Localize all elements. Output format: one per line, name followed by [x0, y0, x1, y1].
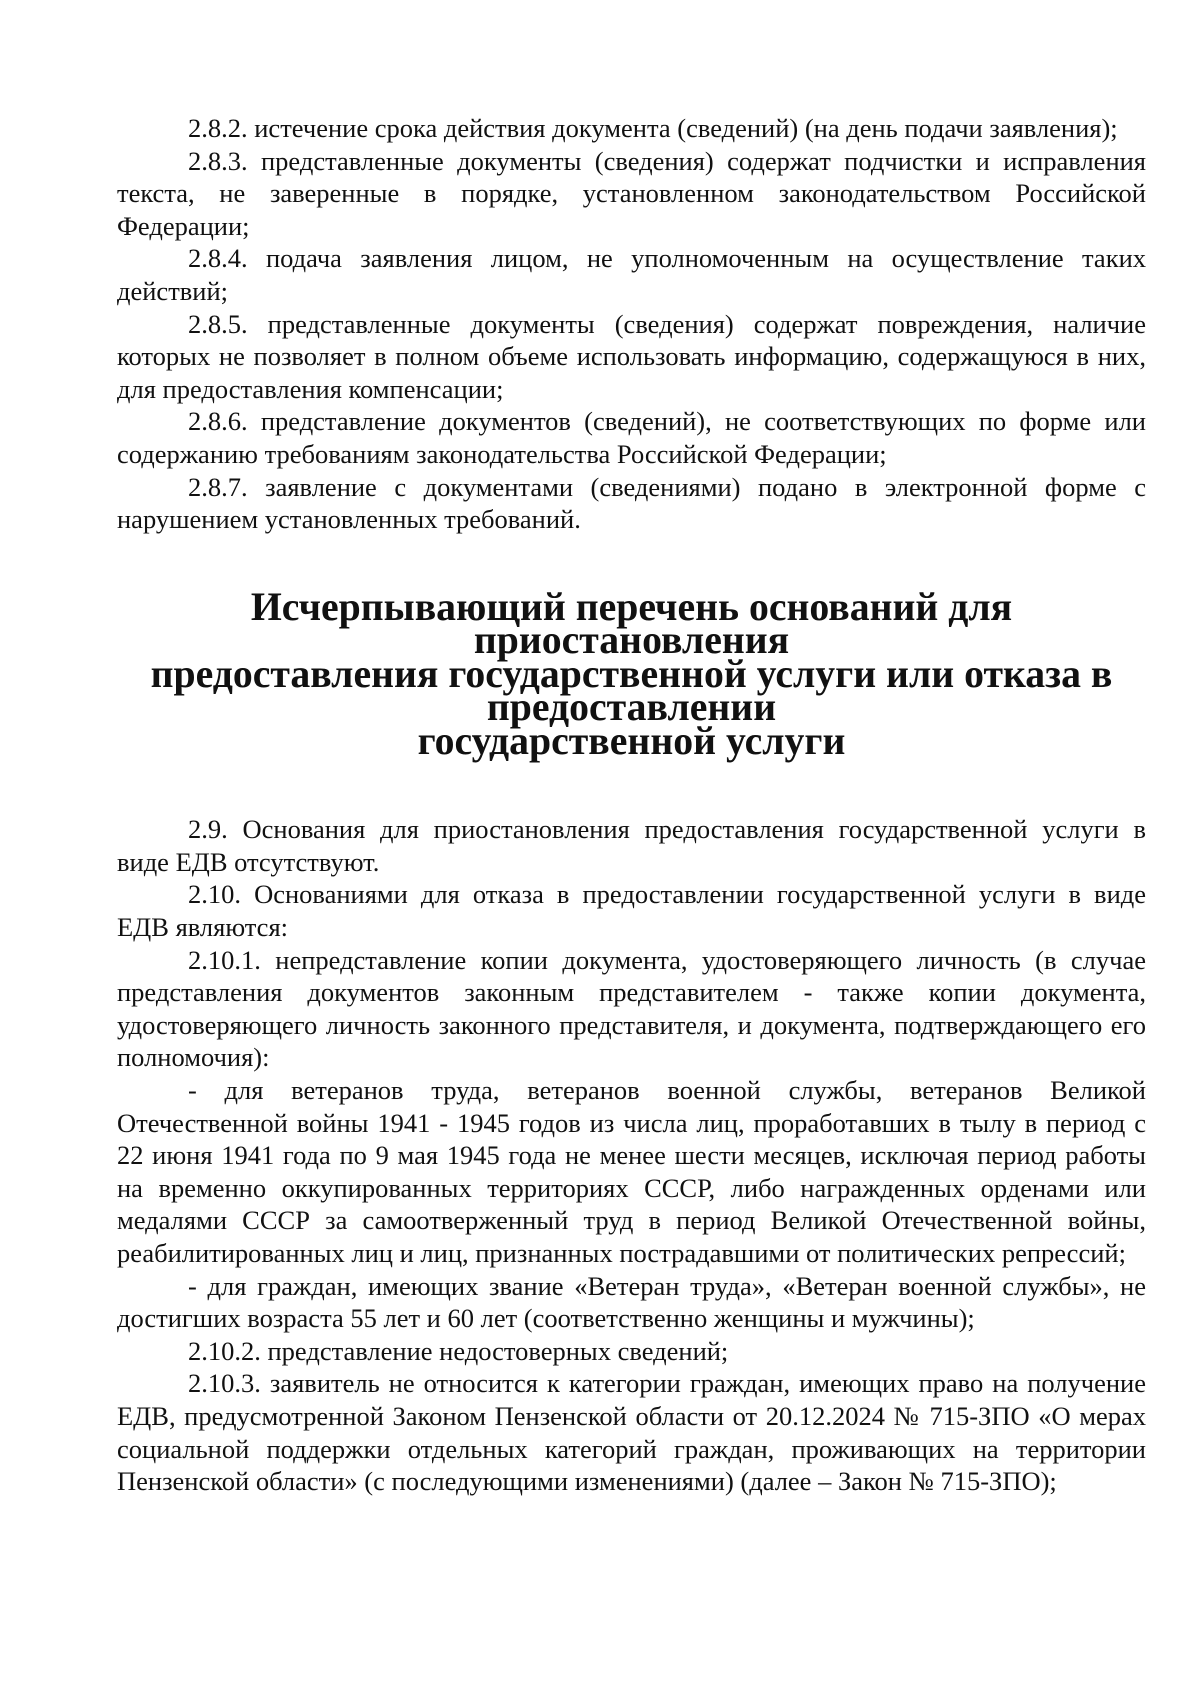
list-item-citizens-titles: - для граждан, имеющих звание «Ветеран труда», «Ветеран военной службы», не достигших возраста 55 лет и 60 лет (соответственно женщины и мужчины); [117, 1270, 1146, 1334]
paragraph-2-10: 2.10. Основаниями для отказа в предоставлении государственной услуги в виде ЕДВ являются: [117, 879, 1146, 942]
paragraph-2-8-7: 2.8.7. заявление с документами (сведениями) подано в электронной форме с нарушением установленных требований. [117, 471, 1146, 535]
section-heading [117, 584, 1146, 763]
paragraph-2-10-2: 2.10.2. представление недостоверных сведений; [188, 1335, 729, 1366]
section-heading-line-1: Исчерпывающий перечень оснований для приостановления [250, 584, 1013, 663]
list-item-veterans: - для ветеранов труда, ветеранов военной службы, ветеранов Великой Отечественной войны 1941 - 1945 годов из числа лиц, проработавших в тылу в период с 22 июня 1941 года по 9 мая 1945 года не менее шести месяцев, исключая период работы на временно оккупированных территориях СССР, либо награжденных орденами или медалями СССР за самоотверженный труд в период Великой Отечественной войны, реабилитированных лиц и лиц, признанных пострадавшими от политических репрессий; [117, 1074, 1146, 1268]
paragraph-2-8-4: 2.8.4. подача заявления лицом, не уполномоченным на осуществление таких действий; [117, 243, 1146, 306]
paragraph-2-10-1: 2.10.1. непредставление копии документа, удостоверяющего личность (в случае представления документов законным представителем - также копии документа, удостоверяющего личность законного представителя, и документа, подтверждающего его полномочия): [117, 944, 1146, 1073]
paragraph-2-8-3: 2.8.3. представленные документы (сведения) содержат подчистки и исправления текста, не заверенные в порядке, установленном законодательством Российской Федерации; [117, 145, 1146, 241]
paragraph-2-10-3: 2.10.3. заявитель не относится к категории граждан, имеющих право на получение ЕДВ, предусмотренной Законом Пензенской области от 20.12.2024 № 715-ЗПО «О мерах социальной поддержки отдельных категорий граждан, проживающих на территории Пензенской области» (с последующими изменениями) (далее – Закон № 715-ЗПО); [117, 1368, 1146, 1497]
section-heading-line-3: государственной услуги [417, 718, 846, 763]
section-heading-line-2: предоставления государственной услуги или отказа в предоставлении [150, 651, 1113, 730]
paragraph-2-8-2: 2.8.2. истечение срока действия документа (сведений) (на день подачи заявления); [188, 113, 1118, 143]
paragraph-2-8-5: 2.8.5. представленные документы (сведения) содержат повреждения, наличие которых не позволяет в полном объеме использовать информацию, содержащуюся в них, для предоставления компенсации; [117, 308, 1146, 404]
document-page [117, 112, 1146, 1498]
paragraph-2-9: 2.9. Основания для приостановления предоставления государственной услуги в виде ЕДВ отсутствуют. [117, 814, 1146, 877]
paragraph-2-8-6: 2.8.6. представление документов (сведений), не соответствующих по форме или содержанию требованиям законодательства Российской Федерации; [117, 406, 1146, 469]
